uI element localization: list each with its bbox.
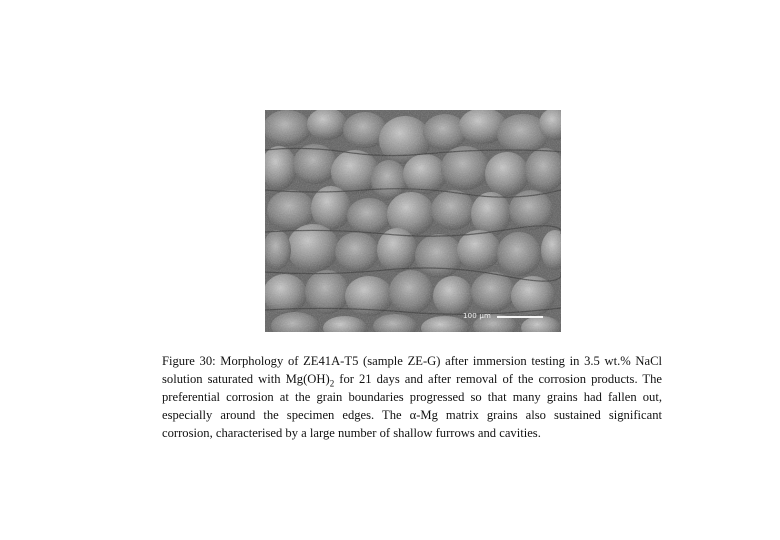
caption-subscript: 2 <box>329 378 335 389</box>
scale-bar <box>497 316 543 318</box>
caption-text-part2: for 21 days and after removal of the corrosion products. The preferential corrosion at the grain boundaries progressed so that many grains had fallen out, especially around the specimen edges. The α-Mg matrix grains also sustained significant corrosion, characterised by a large number of shallow furrows and cavities. <box>162 372 662 440</box>
caption-text-part1: Figure 30: Morphology of ZE41A-T5 (sample ZE-G) after immersion testing in 3.5 wt.% NaCl solution saturated with Mg(OH) <box>162 354 662 386</box>
scale-bar-label: 100 µm <box>463 312 492 320</box>
sem-micrograph-image <box>265 110 561 332</box>
sem-micrograph-texture <box>265 110 561 332</box>
figure-caption <box>162 352 662 442</box>
